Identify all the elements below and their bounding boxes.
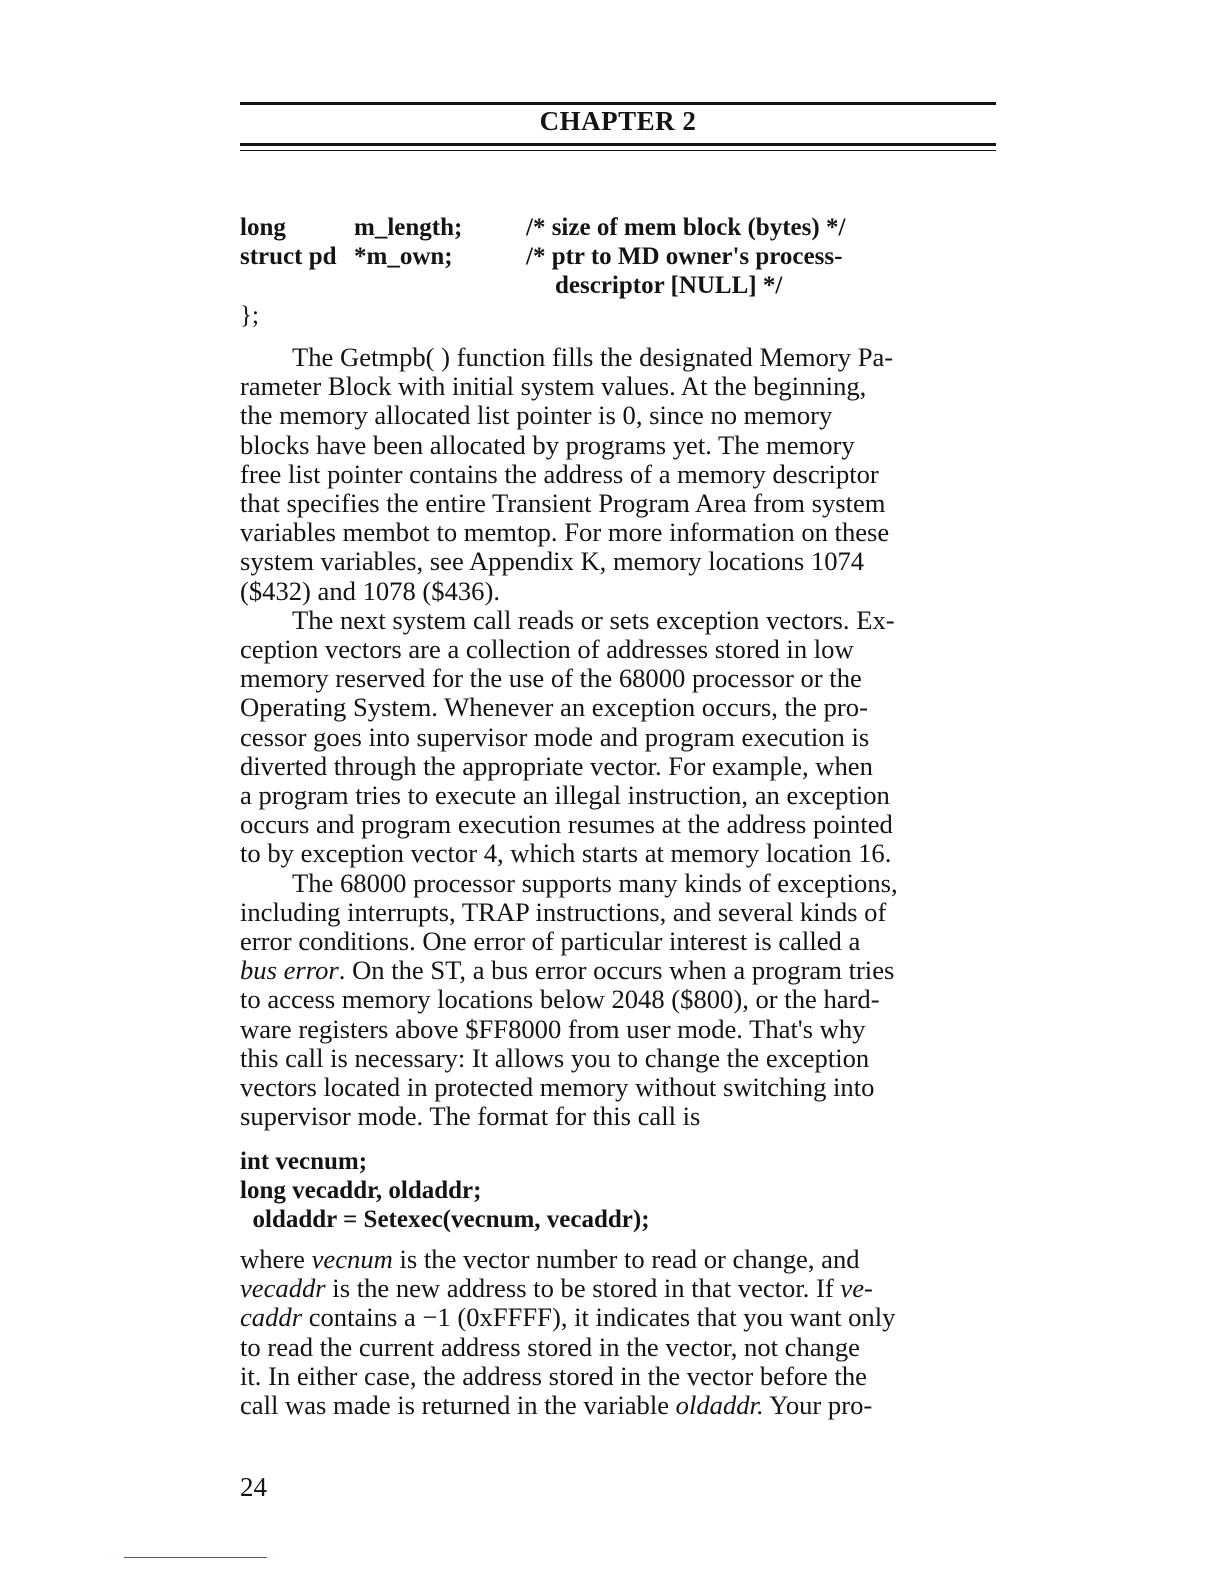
- text-line: [240, 1274, 1000, 1303]
- term-vecaddr-hyphenated: ve-: [840, 1273, 873, 1304]
- code-line-setexec-call: oldaddr = Setexec(vecnum, vecaddr);: [240, 1206, 650, 1233]
- struct-field-name: m_length;: [354, 214, 463, 241]
- text-fragment: . On the ST, a bus error occurs when a program tries: [338, 955, 895, 986]
- text-line: occurs and program execution resumes at the address pointed: [240, 809, 893, 840]
- paragraph-getmpb: [240, 343, 1000, 606]
- text-line: rameter Block with initial system values. At the beginning,: [240, 371, 867, 402]
- text-line: blocks have been allocated by programs yet. The memory: [240, 429, 855, 460]
- chapter-title: CHAPTER 2: [539, 106, 697, 136]
- page-number: 24: [240, 1472, 267, 1502]
- text-line: including interrupts, TRAP instructions, and several kinds of: [240, 896, 887, 927]
- text-fragment: where: [240, 1244, 312, 1274]
- text-fragment: Your pro-: [763, 1390, 873, 1421]
- paragraph-exception-vectors: [240, 606, 1000, 869]
- text-fragment: is the new address to be stored in that vector. If: [325, 1273, 841, 1304]
- text-line: [240, 956, 1000, 985]
- text-line: [240, 1303, 1000, 1332]
- term-vecaddr: vecaddr: [240, 1273, 326, 1304]
- text-line: ($432) and 1078 ($436).: [240, 575, 500, 606]
- code-line-declaration: long vecaddr, oldaddr;: [240, 1177, 482, 1204]
- term-vecnum: vecnum: [311, 1244, 393, 1274]
- text-line: variables membot to memtop. For more information on these: [240, 517, 890, 548]
- text-line: ware registers above $FF8000 from user mode. That's why: [240, 1013, 866, 1044]
- text-line: free list pointer contains the address of a memory descriptor: [240, 458, 879, 489]
- header-rule-bottom-2: [240, 150, 996, 151]
- term-oldaddr: oldaddr.: [675, 1390, 764, 1421]
- text-line: to access memory locations below 2048 ($800), or the hard-: [240, 984, 880, 1015]
- paragraph-68000-exceptions: [240, 869, 1000, 1132]
- struct-field-comment: /* size of mem block (bytes) */: [526, 214, 846, 241]
- text-line: diverted through the appropriate vector. For example, when: [240, 750, 873, 781]
- struct-field-name: *m_own;: [354, 243, 453, 270]
- text-line: the memory allocated list pointer is 0, since no memory: [240, 400, 833, 431]
- term-vecaddr-continued: caddr: [240, 1302, 303, 1333]
- text-line: The next system call reads or sets exception vectors. Ex-: [292, 604, 895, 635]
- struct-field-type: struct pd: [240, 243, 337, 270]
- paragraph-setexec-params: [240, 1245, 1000, 1420]
- struct-closing-brace: };: [240, 302, 259, 329]
- text-line: that specifies the entire Transient Program Area from system: [240, 488, 886, 519]
- text-line: vectors located in protected memory without switching into: [240, 1072, 875, 1103]
- header-rule-bottom-1: [240, 143, 996, 146]
- code-line-declaration: int vecnum;: [240, 1148, 368, 1175]
- text-fragment: call was made is returned in the variable: [240, 1390, 676, 1421]
- text-line: a program tries to execute an illegal instruction, an exception: [240, 780, 890, 811]
- text-line: it. In either case, the address stored in the vector before the: [240, 1360, 867, 1391]
- text-line: this call is necessary: It allows you to change the exception: [240, 1042, 870, 1073]
- text-line: to read the current address stored in the vector, not change: [240, 1331, 860, 1362]
- struct-field-comment-continued: descriptor [NULL] */: [555, 272, 783, 299]
- footer-rule: [124, 1557, 267, 1558]
- text-line: error conditions. One error of particular interest is called a: [240, 926, 861, 957]
- text-line: [240, 1391, 1000, 1420]
- text-line: to by exception vector 4, which starts at memory location 16.: [240, 838, 892, 869]
- body-text-lower: [240, 1245, 1000, 1420]
- text-line: ception vectors are a collection of addresses stored in low: [240, 634, 854, 665]
- text-line: system variables, see Appendix K, memory locations 1074: [240, 546, 865, 577]
- text-line: The Getmpb( ) function fills the designated Memory Pa-: [292, 342, 894, 372]
- text-fragment: is the vector number to read or change, and: [392, 1244, 860, 1274]
- header-rule-top: [240, 102, 996, 105]
- text-line: [240, 1245, 1000, 1274]
- term-bus-error: bus error: [240, 955, 339, 986]
- text-line: supervisor mode. The format for this call is: [240, 1101, 701, 1132]
- text-line: memory reserved for the use of the 68000 processor or the: [240, 663, 862, 694]
- text-line: The 68000 processor supports many kinds of exceptions,: [292, 867, 898, 898]
- text-fragment: contains a −1 (0xFFFF), it indicates that you want only: [302, 1302, 896, 1333]
- text-line: cessor goes into supervisor mode and program execution is: [240, 721, 870, 752]
- body-text-upper: [240, 343, 1000, 1131]
- text-line: Operating System. Whenever an exception occurs, the pro-: [240, 692, 868, 723]
- struct-field-type: long: [240, 214, 286, 241]
- struct-field-comment: /* ptr to MD owner's process-: [526, 243, 843, 270]
